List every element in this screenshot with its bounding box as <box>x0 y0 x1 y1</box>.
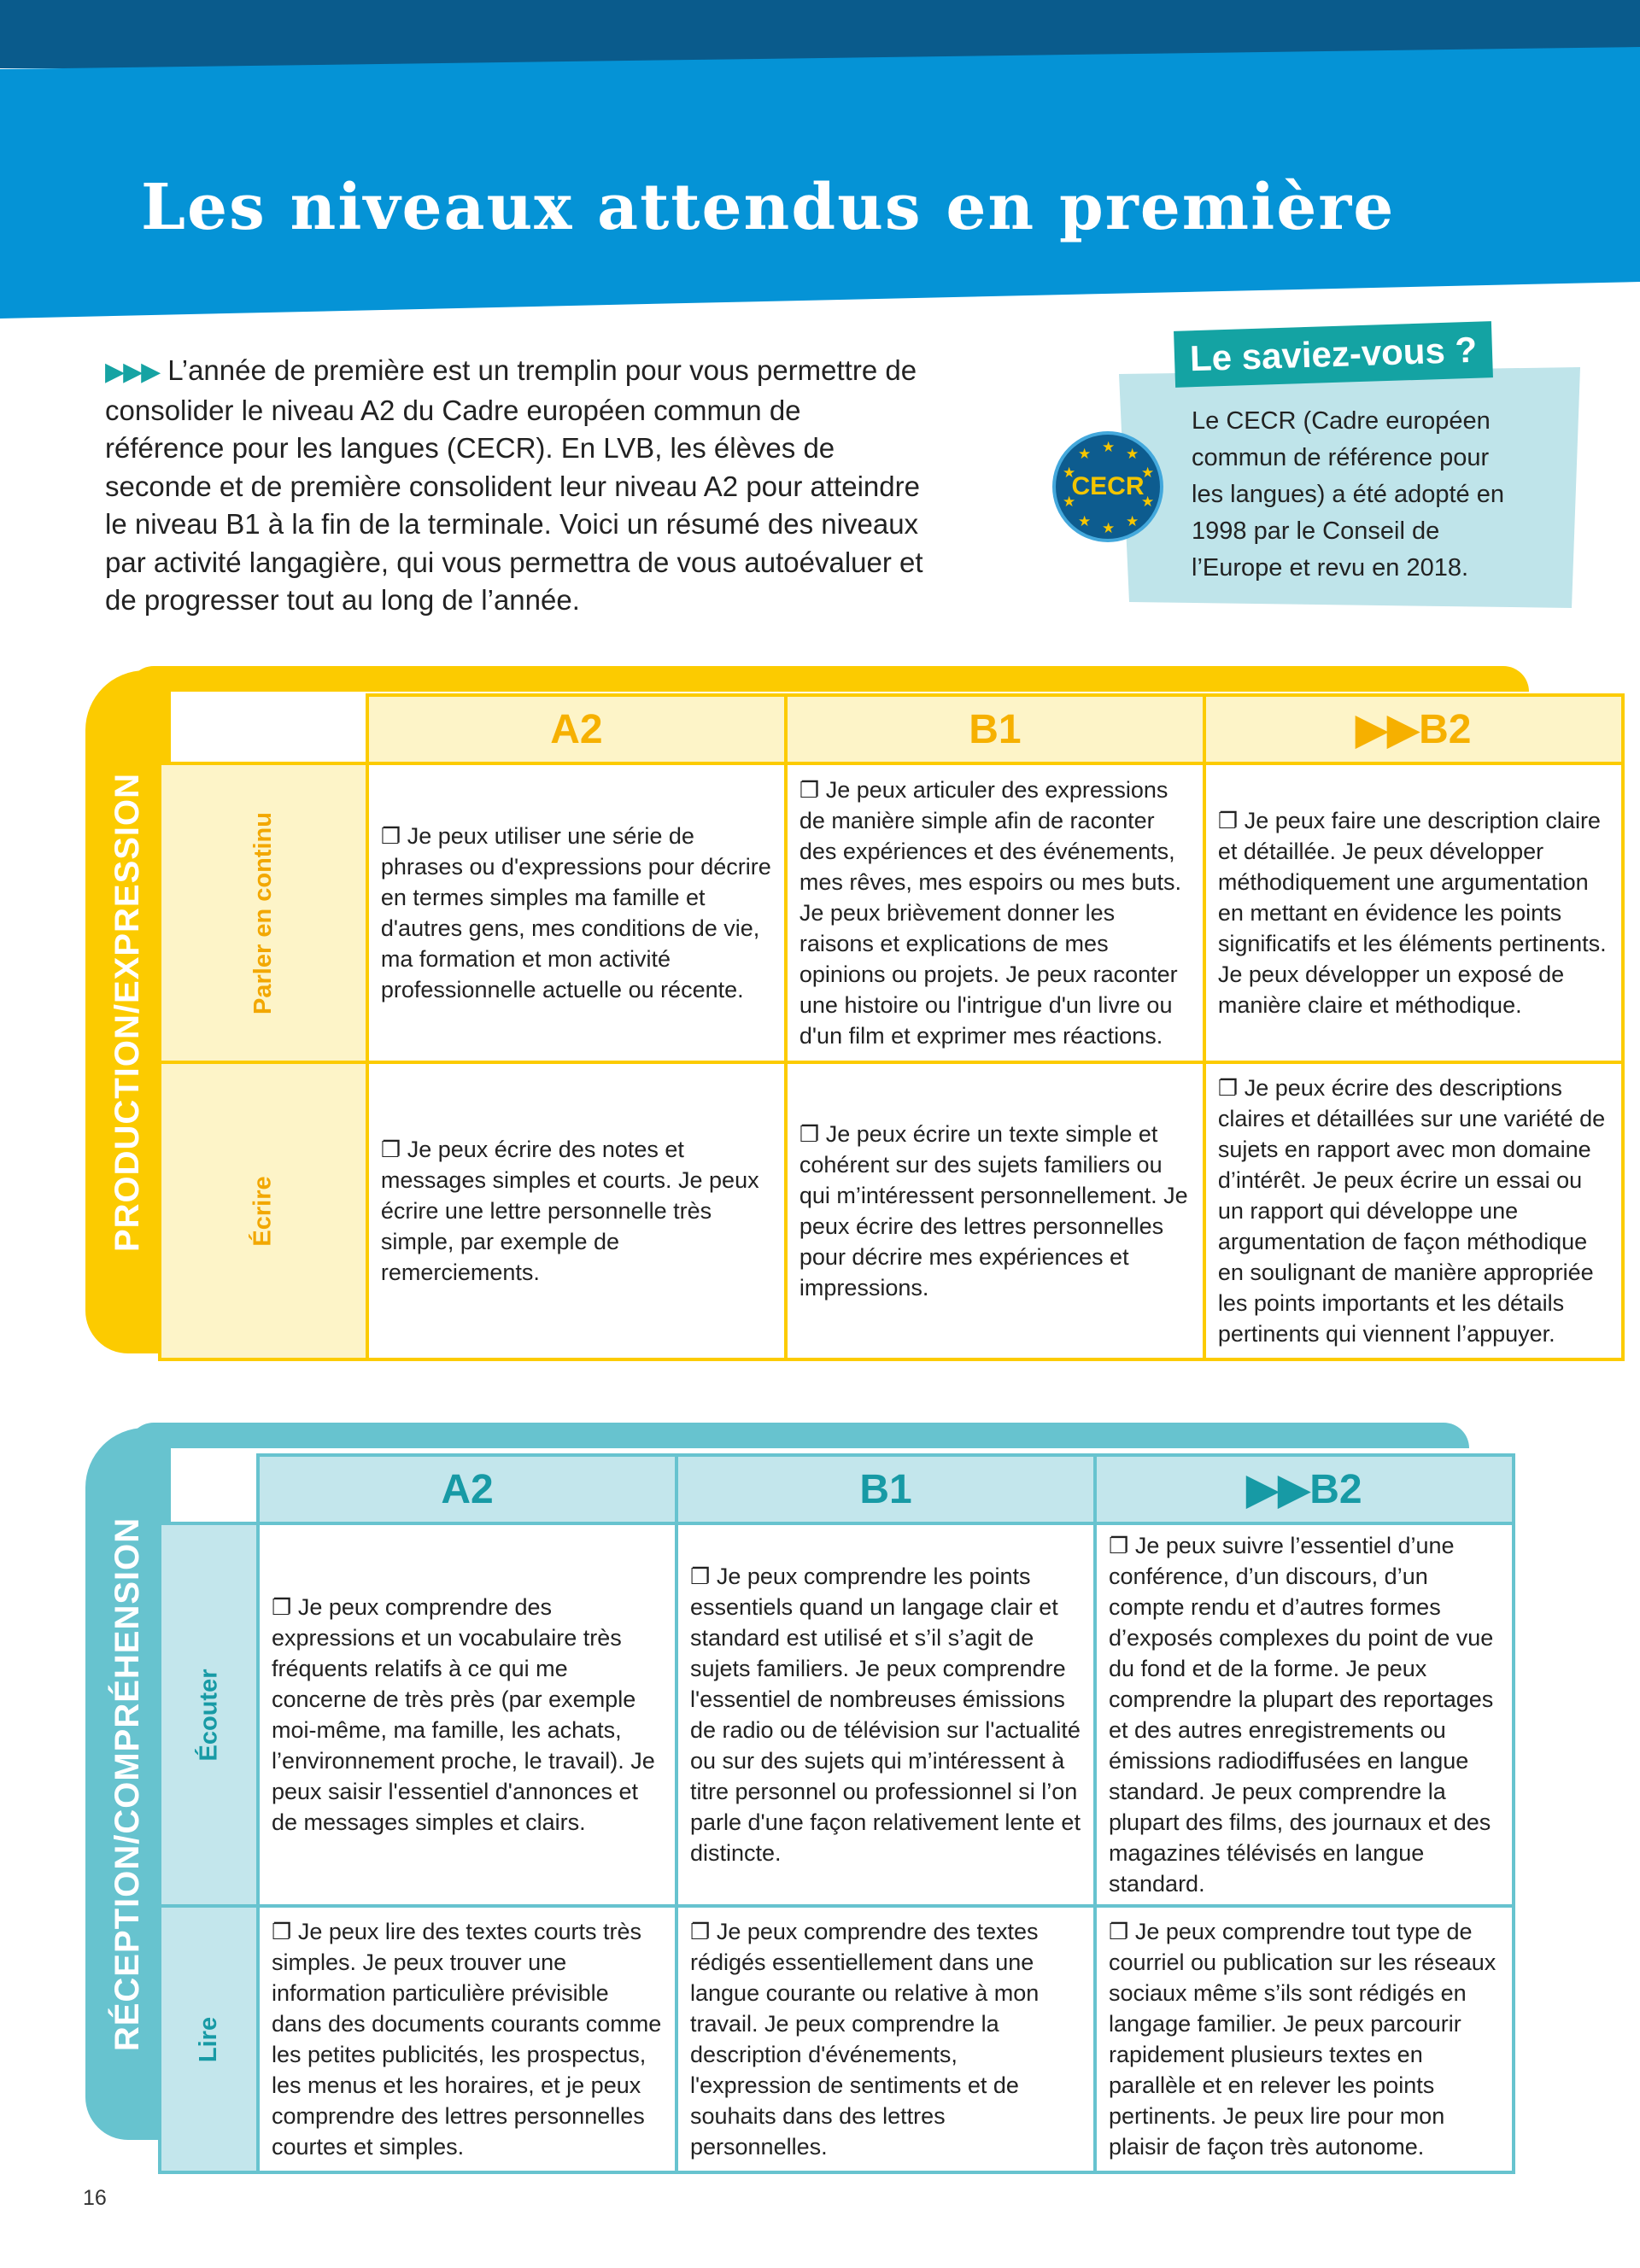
page-title: Les niveaux attendus en première <box>141 171 1396 244</box>
descriptor-cell: ❐ Je peux comprendre tout type de courriel ou publication sur les réseaux sociaux même s’ils sont rédigés en langage familier. Je peux parcourir rapidement plusieurs textes en parallèle et en relever les points pertinents. Je peux lire pour mon plaisir de façon très autonome. <box>1095 1906 1514 2172</box>
intro-paragraph <box>105 352 925 620</box>
reception-table <box>158 1453 1515 2174</box>
checkbox-icon: ❐ <box>380 1137 401 1162</box>
row-label-ecrire: Écrire <box>160 1062 367 1359</box>
checkbox-icon: ❐ <box>799 777 820 803</box>
descriptor-cell: ❐ Je peux utiliser une série de phrases ou d'expressions pour décrire en termes simples ma famille et d'autres gens, mes conditions de vie, ma formation et mon activité professionnelle actuelle ou récente. <box>367 763 786 1062</box>
descriptor-cell: ❐ Je peux écrire un texte simple et cohérent sur des sujets familiers ou qui m’intéressent personnellement. Je peux écrire des lettres personnelles pour décrire mes expériences et impressions. <box>786 1062 1204 1359</box>
descriptor-cell: ❐ Je peux suivre l’essentiel d’une conférence, d’un discours, d’un compte rendu et d’autres formes d’exposés complexes du point de vue du fond et de la forme. Je peux comprendre la plupart des reportages et des autres enregistrements ou émissions radiodiffusées en langue standard. Je peux comprendre la plupart des films, des journaux et des magazines télévisés en langue standard. <box>1095 1523 1514 1906</box>
checkbox-icon: ❐ <box>272 1594 292 1620</box>
level-header-b1: B1 <box>786 695 1204 763</box>
star-icon: ★ <box>1102 439 1116 455</box>
star-icon: ★ <box>1141 465 1155 481</box>
checkbox-icon: ❐ <box>1109 1919 1129 1944</box>
descriptor-cell: ❐ Je peux articuler des expressions de manière simple afin de raconter des expériences et des événements, mes rêves, mes espoirs ou mes buts. Je peux brièvement donner les raisons et explications de mes opinions ou projets. Je peux raconter une histoire ou l'intrigue d'un livre ou d'un film et exprimer mes réactions. <box>786 763 1204 1062</box>
production-table <box>158 693 1625 1361</box>
descriptor-cell: ❐ Je peux faire une description claire et détaillée. Je peux développer méthodiquement une argumentation en mettant en évidence les points significatifs et les éléments pertinents. Je peux développer un exposé de manière claire et méthodique. <box>1204 763 1623 1062</box>
level-header-a2: A2 <box>258 1455 676 1523</box>
star-icon: ★ <box>1141 494 1155 510</box>
level-header-a2: A2 <box>367 695 786 763</box>
checkbox-icon: ❐ <box>1217 1075 1239 1101</box>
production-label: PRODUCTION/EXPRESSION <box>108 772 147 1252</box>
row-label-ecouter: Écouter <box>160 1523 258 1906</box>
table-corner <box>160 1455 258 1523</box>
level-header-b2: ▶▶B2 <box>1204 695 1623 763</box>
checkbox-icon: ❐ <box>380 823 401 849</box>
page-number: 16 <box>83 2186 107 2210</box>
star-icon: ★ <box>1063 494 1076 510</box>
star-icon: ★ <box>1078 513 1092 529</box>
intro-text: L’année de première est un tremplin pour vous permettre de consolider le niveau A2 du Cadre européen commun de référence pour les langues (CECR). En LVB, les élèves de seconde et de première consolident leur niveau A2 pour atteindre le niveau B1 à la fin de la terminale. Voici un résumé des niveaux par activité langagière, qui vous permettra de vous autoévaluer et de progresser tout au long de l’année. <box>105 354 923 616</box>
level-header-b1: B1 <box>676 1455 1095 1523</box>
triple-arrow-icon: ▶▶▶ <box>105 358 160 386</box>
descriptor-cell: ❐ Je peux lire des textes courts très simples. Je peux trouver une information particulière prévisible dans des documents courants comme les petites publicités, les prospectus, les menus et les horaires, et je peux comprendre des lettres personnelles courtes et simples. <box>258 1906 676 2172</box>
table-corner <box>160 695 367 763</box>
production-arc <box>128 666 1529 692</box>
descriptor-cell: ❐ Je peux comprendre les points essentiels quand un langage clair et standard est utilisé et s’il s’agit de sujets familiers. Je peux comprendre l'essentiel de nombreuses émissions de radio ou de télévision sur l'actualité ou sur des sujets qui m’intéressent à titre personnel ou professionnel si l’on parle d'une façon relativement lente et distincte. <box>676 1523 1095 1906</box>
checkbox-icon: ❐ <box>690 1919 711 1944</box>
star-icon: ★ <box>1126 513 1139 529</box>
checkbox-icon: ❐ <box>1217 808 1239 833</box>
row-label-parler: Parler en continu <box>160 763 367 1062</box>
checkbox-icon: ❐ <box>690 1564 711 1589</box>
level-header-b2: ▶▶B2 <box>1095 1455 1514 1523</box>
cecr-logo-icon <box>1052 431 1163 542</box>
reception-label: RÉCEPTION/COMPRÉHENSION <box>108 1517 147 2051</box>
checkbox-icon: ❐ <box>799 1121 820 1147</box>
descriptor-cell: ❐ Je peux écrire des notes et messages simples et courts. Je peux écrire une lettre personnelle très simple, par exemple de remerciements. <box>367 1062 786 1359</box>
star-icon: ★ <box>1126 446 1139 462</box>
star-icon: ★ <box>1063 465 1076 481</box>
saviez-vous-title: Le saviez-vous ? <box>1174 321 1493 388</box>
descriptor-cell: ❐ Je peux comprendre des textes rédigés essentiellement dans une langue courante ou relative à mon travail. Je peux comprendre la description d'événements, l'expression de sentiments et de souhaits dans des lettres personnelles. <box>676 1906 1095 2172</box>
descriptor-cell: ❐ Je peux écrire des descriptions claires et détaillées sur une variété de sujets en rapport avec mon domaine d’intérêt. Je peux écrire un essai ou un rapport qui développe une argumentation de façon méthodique en soulignant de manière appropriée les points importants et les détails pertinents qui viennent l’appuyer. <box>1204 1062 1623 1359</box>
reception-arc <box>128 1423 1469 1448</box>
saviez-vous-text: Le CECR (Cadre européen commun de référence pour les langues) a été adopté en 1998 par le Conseil de l’Europe et revu en 2018. <box>1192 407 1504 582</box>
cecr-logo-label: CECR <box>1071 472 1145 500</box>
descriptor-cell: ❐ Je peux comprendre des expressions et un vocabulaire très fréquents relatifs à ce qui me concerne de très près (par exemple moi-même, ma famille, les achats, l’environnement proche, le travail). Je peux saisir l'essentiel d'annonces et de messages simples et clairs. <box>258 1523 676 1906</box>
star-icon: ★ <box>1078 446 1092 462</box>
row-label-lire: Lire <box>160 1906 258 2172</box>
checkbox-icon: ❐ <box>272 1919 292 1944</box>
star-icon: ★ <box>1102 520 1116 536</box>
checkbox-icon: ❐ <box>1109 1533 1129 1558</box>
